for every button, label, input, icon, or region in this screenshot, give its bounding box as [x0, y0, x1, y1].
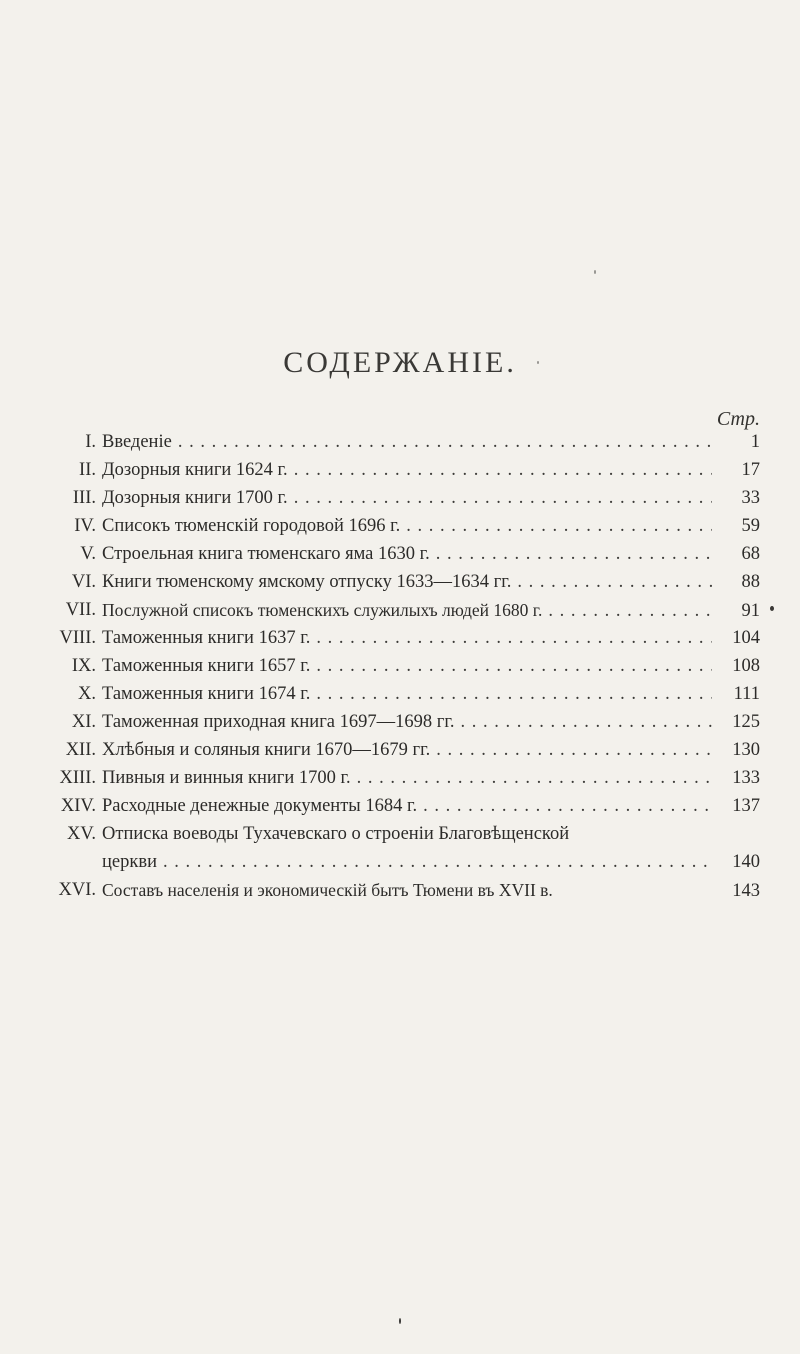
entry-page: 137: [732, 796, 760, 816]
entry-page: 143: [732, 881, 760, 901]
entry-title: Таможенныя книги 1657 г.: [102, 656, 311, 676]
entry-number: II.: [79, 460, 96, 480]
dot-leader: [294, 484, 712, 512]
entry-title: Списокъ тюменскій городовой 1696 г.: [102, 516, 401, 536]
entry-number: XIII.: [59, 768, 96, 788]
toc-entry: [40, 568, 760, 596]
entry-number: IX.: [71, 656, 96, 676]
dot-leader: [423, 792, 712, 820]
entry-number: IV.: [74, 516, 96, 536]
entry-number: III.: [72, 488, 96, 508]
entry-title: Составъ населенія и экономическій бытъ Тюмени въ XVII в.: [102, 880, 553, 900]
entry-title: Послужной списокъ тюменскихъ служилыхъ людей 1680 г.: [102, 600, 543, 620]
toc-entry: [40, 484, 760, 512]
entry-page: 1: [750, 432, 760, 452]
toc-entry: [40, 428, 760, 456]
entry-title: Таможенная приходная книга 1697—1698 гг.: [102, 712, 455, 732]
entry-page: 140: [732, 852, 760, 872]
toc-entry: [40, 596, 760, 624]
entry-number: VIII.: [59, 628, 96, 648]
toc-entry: [40, 708, 760, 736]
entry-title: церкви: [102, 852, 157, 872]
entry-title: Введеніе: [102, 432, 172, 452]
entry-title: Книги тюменскому ямскому отпуску 1633—1634 гг.: [102, 572, 512, 592]
entry-page: 108: [732, 656, 760, 676]
entry-number: XI.: [71, 712, 96, 732]
dot-leader: [406, 512, 712, 540]
entry-number: X.: [78, 684, 96, 704]
entry-number: I.: [85, 432, 96, 452]
entry-number: VII.: [65, 600, 96, 620]
toc-entry: [40, 736, 760, 764]
entry-page: 88: [741, 572, 760, 592]
entry-page: 59: [741, 516, 760, 536]
entry-number: V.: [80, 544, 96, 564]
dot-leader: [436, 736, 712, 764]
paper-speck: [770, 606, 774, 611]
table-of-contents: [40, 428, 760, 904]
toc-entry: [40, 456, 760, 484]
dot-leader: [517, 568, 712, 596]
dot-leader: [436, 540, 712, 568]
entry-title: Хлѣбныя и соляныя книги 1670—1679 гг.: [102, 740, 431, 760]
toc-entry: [40, 540, 760, 568]
toc-entry: [40, 652, 760, 680]
entry-page: 33: [741, 488, 760, 508]
toc-entry: [40, 680, 760, 708]
entry-title: Таможенныя книги 1637 г.: [102, 628, 311, 648]
toc-entry: [40, 764, 760, 792]
paper-speck: [399, 1318, 401, 1324]
entry-page: 17: [741, 460, 760, 480]
entry-page: 91: [741, 601, 760, 621]
entry-number: XVI.: [58, 880, 96, 900]
paper-speck: [594, 270, 596, 274]
entry-page: 111: [733, 684, 760, 704]
dot-leader: [178, 428, 712, 456]
toc-entry: [40, 820, 760, 876]
toc-entry: [40, 624, 760, 652]
entry-page: 130: [732, 740, 760, 760]
entry-page: 125: [732, 712, 760, 732]
dot-leader: [316, 652, 712, 680]
entry-title: Пивныя и винныя книги 1700 г.: [102, 768, 351, 788]
entry-number: VI.: [71, 572, 96, 592]
entry-number: XIV.: [60, 796, 96, 816]
page-title: СОДЕРЖАНІЕ.: [283, 346, 517, 379]
entry-page: 104: [732, 628, 760, 648]
entry-title: Строельная книга тюменскаго яма 1630 г.: [102, 544, 430, 564]
dot-leader: [163, 848, 712, 876]
toc-entry: [40, 512, 760, 540]
page-column-label: Стр.: [716, 408, 760, 430]
toc-entry: [40, 792, 760, 820]
dot-leader: [316, 624, 712, 652]
entry-number: XII.: [65, 740, 96, 760]
entry-number: XV.: [67, 824, 96, 844]
entry-page: 68: [741, 544, 760, 564]
dot-leader: [294, 456, 712, 484]
dot-leader: [548, 597, 712, 625]
toc-entry: [40, 876, 760, 904]
dot-leader: [316, 680, 712, 708]
entry-title: Дозорныя книги 1700 г.: [102, 488, 288, 508]
entry-page: 133: [732, 768, 760, 788]
entry-title: Таможенныя книги 1674 г.: [102, 684, 311, 704]
entry-title: Дозорныя книги 1624 г.: [102, 460, 288, 480]
entry-title: Расходные денежные документы 1684 г.: [102, 796, 418, 816]
paper-speck: [537, 361, 539, 364]
dot-leader: [357, 764, 712, 792]
dot-leader: [460, 708, 712, 736]
entry-title-line1: Отписка воеводы Тухачевскаго о строеніи Благовѣщенской: [102, 824, 570, 844]
